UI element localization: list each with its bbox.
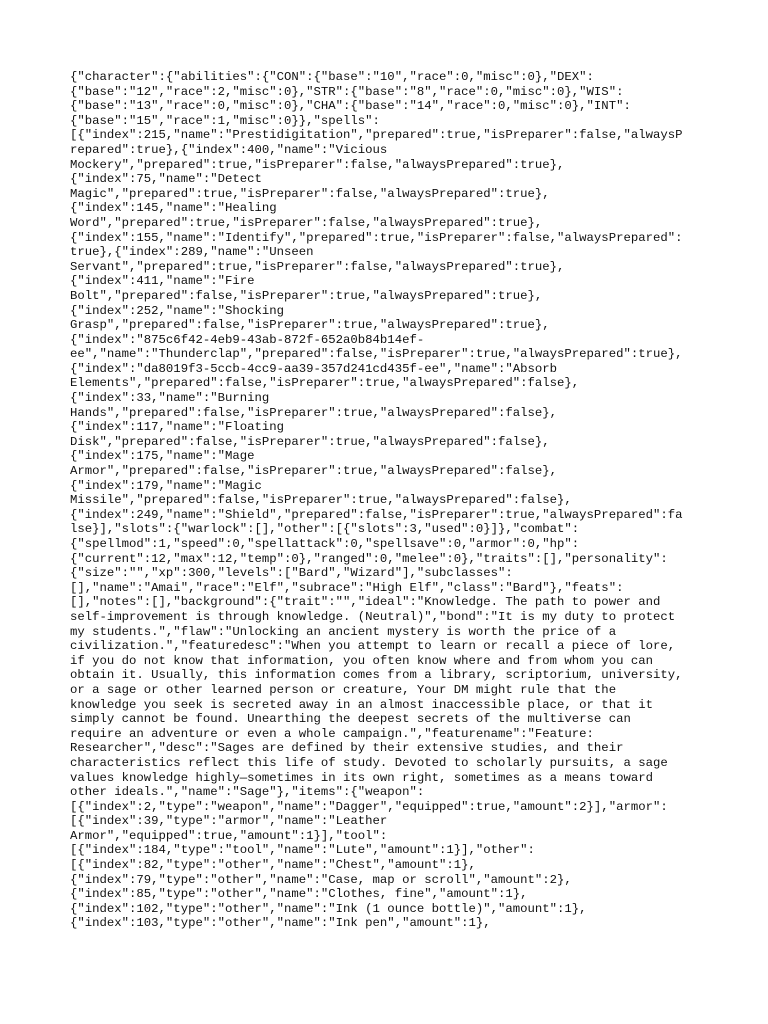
text-line: Researcher","desc":"Sages are defined by their extensive studies, and their [70,741,624,756]
text-line: Servant","prepared":true,"isPreparer":false,"alwaysPrepared":true}, [70,259,565,274]
text-line: [],"notes":[],"background":{"trait":"","ideal":"Knowledge. The path to power and [70,595,661,610]
text-line: {"index":33,"name":"Burning [70,391,270,406]
text-line: [],"name":"Amai","race":"Elf","subrace":"High Elf","class":"Bard"},"feats": [70,580,624,595]
text-line: {"index":103,"type":"other","name":"Ink pen","amount":1}, [70,916,491,931]
text-line: Magic","prepared":true,"isPreparer":false,"alwaysPrepared":true}, [70,186,550,201]
text-line: civilization.","featuredesc":"When you attempt to learn or recall a piece of lore, [70,639,676,654]
text-line: knowledge you seek is secreted away in an almost inaccessible place, or that it [70,697,653,712]
text-line: Armor","prepared":false,"isPreparer":true,"alwaysPrepared":false}, [70,464,558,479]
text-line: [{"index":39,"type":"armor","name":"Leather [70,814,388,829]
text-line: {"index":"da8019f3-5ccb-4cc9-aa39-357d241cd435f-ee","name":"Absorb [70,361,558,376]
text-line: true},{"index":289,"name":"Unseen [70,245,314,260]
text-line: Word","prepared":true,"isPreparer":false,"alwaysPrepared":true}, [70,215,543,230]
text-line: if you do not know that information, you often know where and from whom you can [70,653,653,668]
text-line: {"base":"13","race":0,"misc":0},"CHA":{"base":"14","race":0,"misc":0},"INT": [70,99,631,114]
text-line: [{"index":184,"type":"tool","name":"Lute","amount":1}],"other": [70,843,535,858]
text-line: {"index":411,"name":"Fire [70,274,255,289]
text-line: {"current":12,"max":12,"temp":0},"ranged":0,"melee":0},"traits":[],"personality": [70,551,668,566]
text-line: {"index":75,"name":"Detect [70,172,262,187]
text-line: [{"index":2,"type":"weapon","name":"Dagger","equipped":true,"amount":2}],"armor": [70,799,668,814]
text-line: Elements","prepared":false,"isPreparer":true,"alwaysPrepared":false}, [70,376,580,391]
text-line: {"index":175,"name":"Mage [70,449,255,464]
text-line: {"index":155,"name":"Identify","prepared":true,"isPreparer":false,"alwaysPrepared": [70,230,683,245]
text-line: {"character":{"abilities":{"CON":{"base":"10","race":0,"misc":0},"DEX": [70,70,594,84]
text-line: characteristics reflect this life of study. Devoted to scholarly pursuits, a sage [70,755,668,770]
text-line: Disk","prepared":false,"isPreparer":true,"alwaysPrepared":false}, [70,434,550,449]
text-line: ee","name":"Thunderclap","prepared":false,"isPreparer":true,"alwaysPrepared":true}, [70,347,683,362]
text-line: values knowledge highly—sometimes in its own right, sometimes as a means toward [70,770,653,785]
text-line: [{"index":82,"type":"other","name":"Chest","amount":1}, [70,858,476,873]
text-line: {"spellmod":1,"speed":0,"spellattack":0,"spellsave":0,"armor":0,"hp": [70,537,580,551]
text-line: {"index":117,"name":"Floating [70,420,285,435]
text-line: other ideals.","name":"Sage"},"items":{"weapon": [70,785,425,800]
text-line: {"index":79,"type":"other","name":"Case, map or scroll","amount":2}, [70,872,572,887]
text-line: Missile","prepared":false,"isPreparer":true,"alwaysPrepared":false}, [70,493,572,508]
text-line: {"index":"875c6f42-4eb9-43ab-872f-652a0b84b14ef- [70,332,425,347]
text-line: Bolt","prepared":false,"isPreparer":true,"alwaysPrepared":true}, [70,288,543,303]
text-line: Mockery","prepared":true,"isPreparer":false,"alwaysPrepared":true}, [70,157,565,172]
text-line: {"index":249,"name":"Shield","prepared":false,"isPreparer":true,"alwaysPrepared":fa [70,507,683,522]
text-line: {"index":85,"type":"other","name":"Clothes, fine","amount":1}, [70,887,528,902]
text-line: Armor","equipped":true,"amount":1}],"tool": [70,828,388,843]
text-line: self-improvement is through knowledge. (Neutral)","bond":"It is my duty to protect [70,609,676,624]
text-line: or a sage or other learned person or creature, Your DM might rule that the [70,682,617,697]
text-line: simply cannot be found. Unearthing the deepest secrets of the multiverse can [70,712,631,727]
text-line: Grasp","prepared":false,"isPreparer":true,"alwaysPrepared":true}, [70,318,550,333]
text-line: {"index":179,"name":"Magic [70,478,262,493]
text-line: {"base":"12","race":2,"misc":0},"STR":{"base":"8","race":0,"misc":0},"WIS": [70,84,624,99]
text-line: [{"index":215,"name":"Prestidigitation","prepared":true,"isPreparer":false,"alwaysP [70,128,683,143]
text-line: {"index":145,"name":"Healing [70,201,277,216]
text-line: obtain it. Usually, this information comes from a library, scriptorium, university, [70,668,683,683]
text-line: my students.","flaw":"Unlocking an ancient mystery is worth the price of a [70,624,617,639]
text-line: {"base":"15","race":1,"misc":0}},"spells": [70,113,380,128]
json-text-block [70,70,710,931]
text-line: require an adventure or even a whole campaign.","featurename":"Feature: [70,726,594,741]
text-line: {"index":252,"name":"Shocking [70,303,285,318]
text-line: Hands","prepared":false,"isPreparer":true,"alwaysPrepared":false}, [70,405,558,420]
text-line: {"size":"","xp":300,"levels":["Bard","Wizard"],"subclasses": [70,566,513,581]
text-line: repared":true},{"index":400,"name":"Vicious [70,142,388,157]
text-line: {"index":102,"type":"other","name":"Ink (1 ounce bottle)","amount":1}, [70,901,587,916]
text-line: lse}],"slots":{"warlock":[],"other":[{"slots":3,"used":0}]},"combat": [70,522,580,537]
